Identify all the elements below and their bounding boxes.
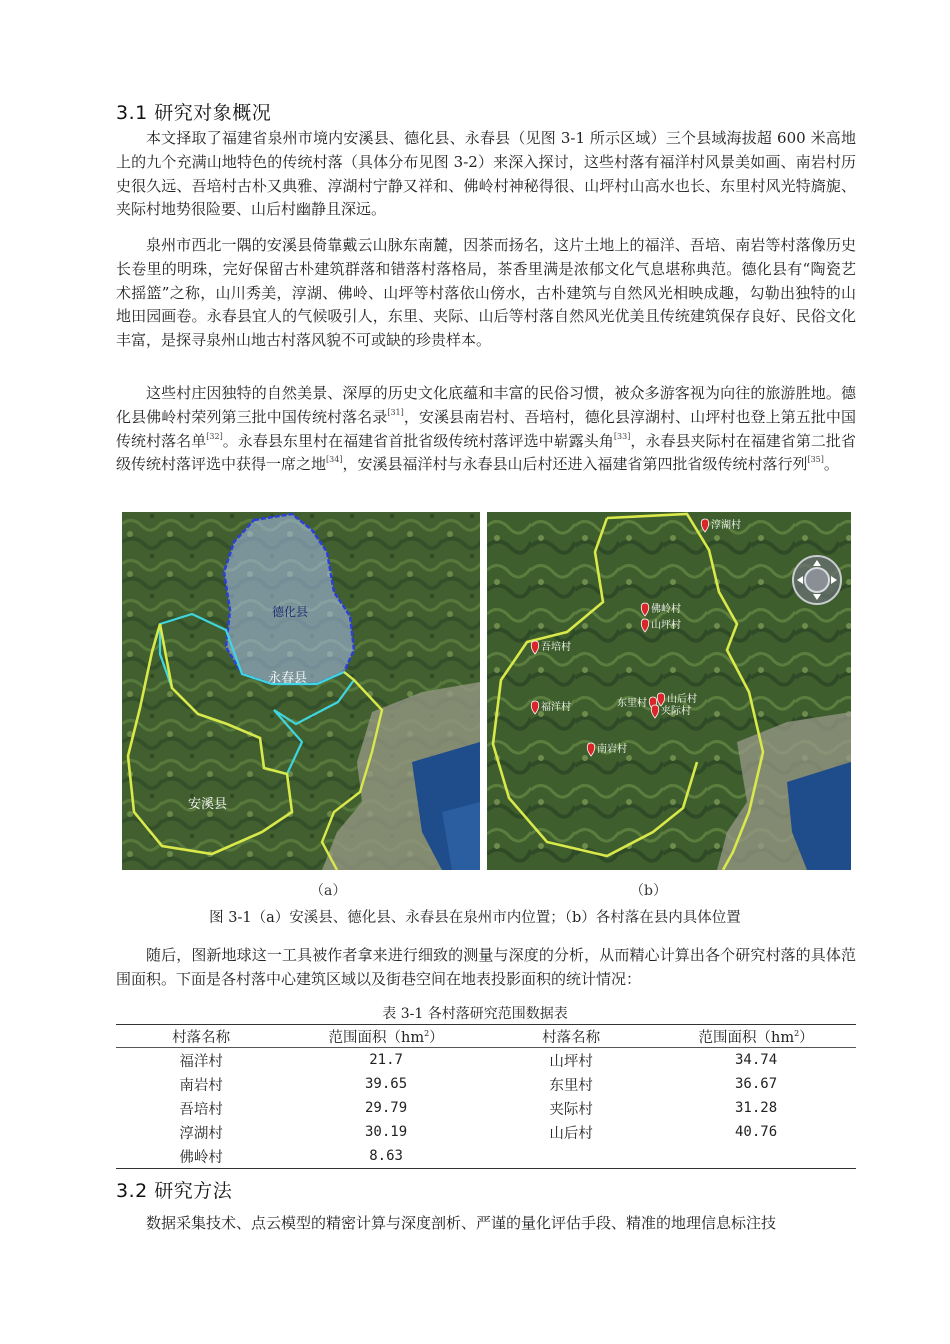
table-caption: 表 3-1 各村落研究范围数据表: [382, 1006, 568, 1022]
header-area-2: 范围面积$(hm^2)$: [656, 1025, 856, 1048]
header-village-name-2: 村落名称: [486, 1025, 656, 1048]
sublabel-a: （a）: [310, 883, 347, 899]
village-label: 佛岭村: [651, 604, 681, 615]
village-label: 吾培村: [541, 642, 571, 653]
village-label: 福洋村: [541, 702, 571, 713]
label-anxi: 安溪县: [188, 797, 228, 812]
village-label: 山后村: [667, 694, 697, 705]
map-compass-icon[interactable]: [793, 556, 841, 604]
table-row: 吾培村 29.79 夹际村 31.28: [179, 1100, 778, 1118]
table-row: 福洋村 21.7 山坪村 34.74: [179, 1052, 778, 1070]
paragraph-measurement: 随后，图新地球这一工具被作者拿来进行细致的测量与深度的分析，从而精心计算出各个研究村落的具体范围面积。下面是各村落中心建筑区域以及街巷空间在地表投影面积的统计情况：: [116, 946, 856, 988]
paragraph-methods: 数据采集技术、点云模型的精密计算与深度剖析、严谨的量化评估手段、精准的地理信息标注技: [146, 1214, 777, 1232]
citation-32: [32]: [206, 431, 223, 441]
citation-31: [31]: [387, 407, 404, 417]
village-label: 山坪村: [651, 620, 681, 631]
table-row: 佛岭村 8.63: [116, 1144, 856, 1169]
citation-34: [34]: [326, 455, 343, 465]
section-heading-3-1: 3.1 研究对象概况: [116, 102, 272, 124]
village-area-table: [116, 1024, 856, 1169]
paragraph-intro: 本文择取了福建省泉州市境内安溪县、德化县、永春县（见图 3-1 所示区域）三个县域海拔超 600 米高地上的九个充满山地特色的传统村落（具体分布见图 3-2）来深入探讨，这些村落有福洋村风景美如画、南岩村历史很久远、吾培村古朴又典雅、淳湖村宁静又祥和、佛岭村神秘得很、山坪村山高水也长、东里村风光特旖旎、夹际村地势很险要、山后村幽静且深远。: [116, 129, 856, 219]
paragraph-recognition: 这些村庄因独特的自然美景、深厚的历史文化底蕴和丰富的民俗习惯，被众多游客视为向往的旅游胜地。德化县佛岭村荣列第三批中国传统村落名录[31]，安溪县南岩村、吾培村，德化县淳湖村、山坪村也登上第五批中国传统村落名单[32]。永春县东里村在福建省首批省级传统村落评选中崭露头角[33]，永春县夹际村在福建省第二批省级传统村落评选中获得一席之地[34]，安溪县福洋村与永春县山后村还进入福建省第四批省级传统村落行列[35]。: [116, 384, 856, 474]
sublabel-b: （b）: [630, 883, 667, 899]
section-heading-3-2: 3.2 研究方法: [116, 1180, 233, 1202]
header-area-1: 范围面积$(hm^2)$: [286, 1025, 486, 1048]
citation-33: [33]: [613, 431, 631, 441]
village-label: 南岩村: [597, 744, 627, 755]
label-yongchun: 永春县: [268, 671, 308, 686]
table-row: 南岩村 39.65 东里村 36.67: [179, 1076, 778, 1094]
village-label: 夹际村: [661, 706, 691, 717]
village-label: 东里村: [617, 698, 647, 709]
citation-35: [35]: [807, 455, 824, 465]
figure-caption: 图 3-1（a）安溪县、德化县、永春县在泉州市内位置；（b）各村落在县内具体位置: [209, 910, 741, 926]
village-label: 淳湖村: [711, 520, 741, 531]
header-village-name-1: 村落名称: [116, 1025, 286, 1048]
table-row: 淳湖村 30.19 山后村 40.76: [179, 1124, 778, 1142]
map-a-county-locations: [122, 512, 480, 870]
label-dehua: 德化县: [272, 605, 309, 619]
paragraph-counties: 泉州市西北一隅的安溪县倚靠戴云山脉东南麓，因茶而扬名，这片土地上的福洋、吾培、南岩等村落像历史长卷里的明珠，完好保留古朴建筑群落和错落村落格局，茶香里满是浓郁文化气息堪称典范。德化县有“陶瓷艺术摇篮”之称，山川秀美，淳湖、佛岭、山坪等村落依山傍水，古朴建筑与自然风光相映成趣，勾勒出独特的山地田园画卷。永春县宜人的气候吸引人，东里、夹际、山后等村落自然风光优美且传统建筑保存良好、民俗文化丰富，是探寻泉州山地古村落风貌不可或缺的珍贵样本。: [116, 236, 856, 350]
map-b-village-locations: [487, 512, 851, 870]
